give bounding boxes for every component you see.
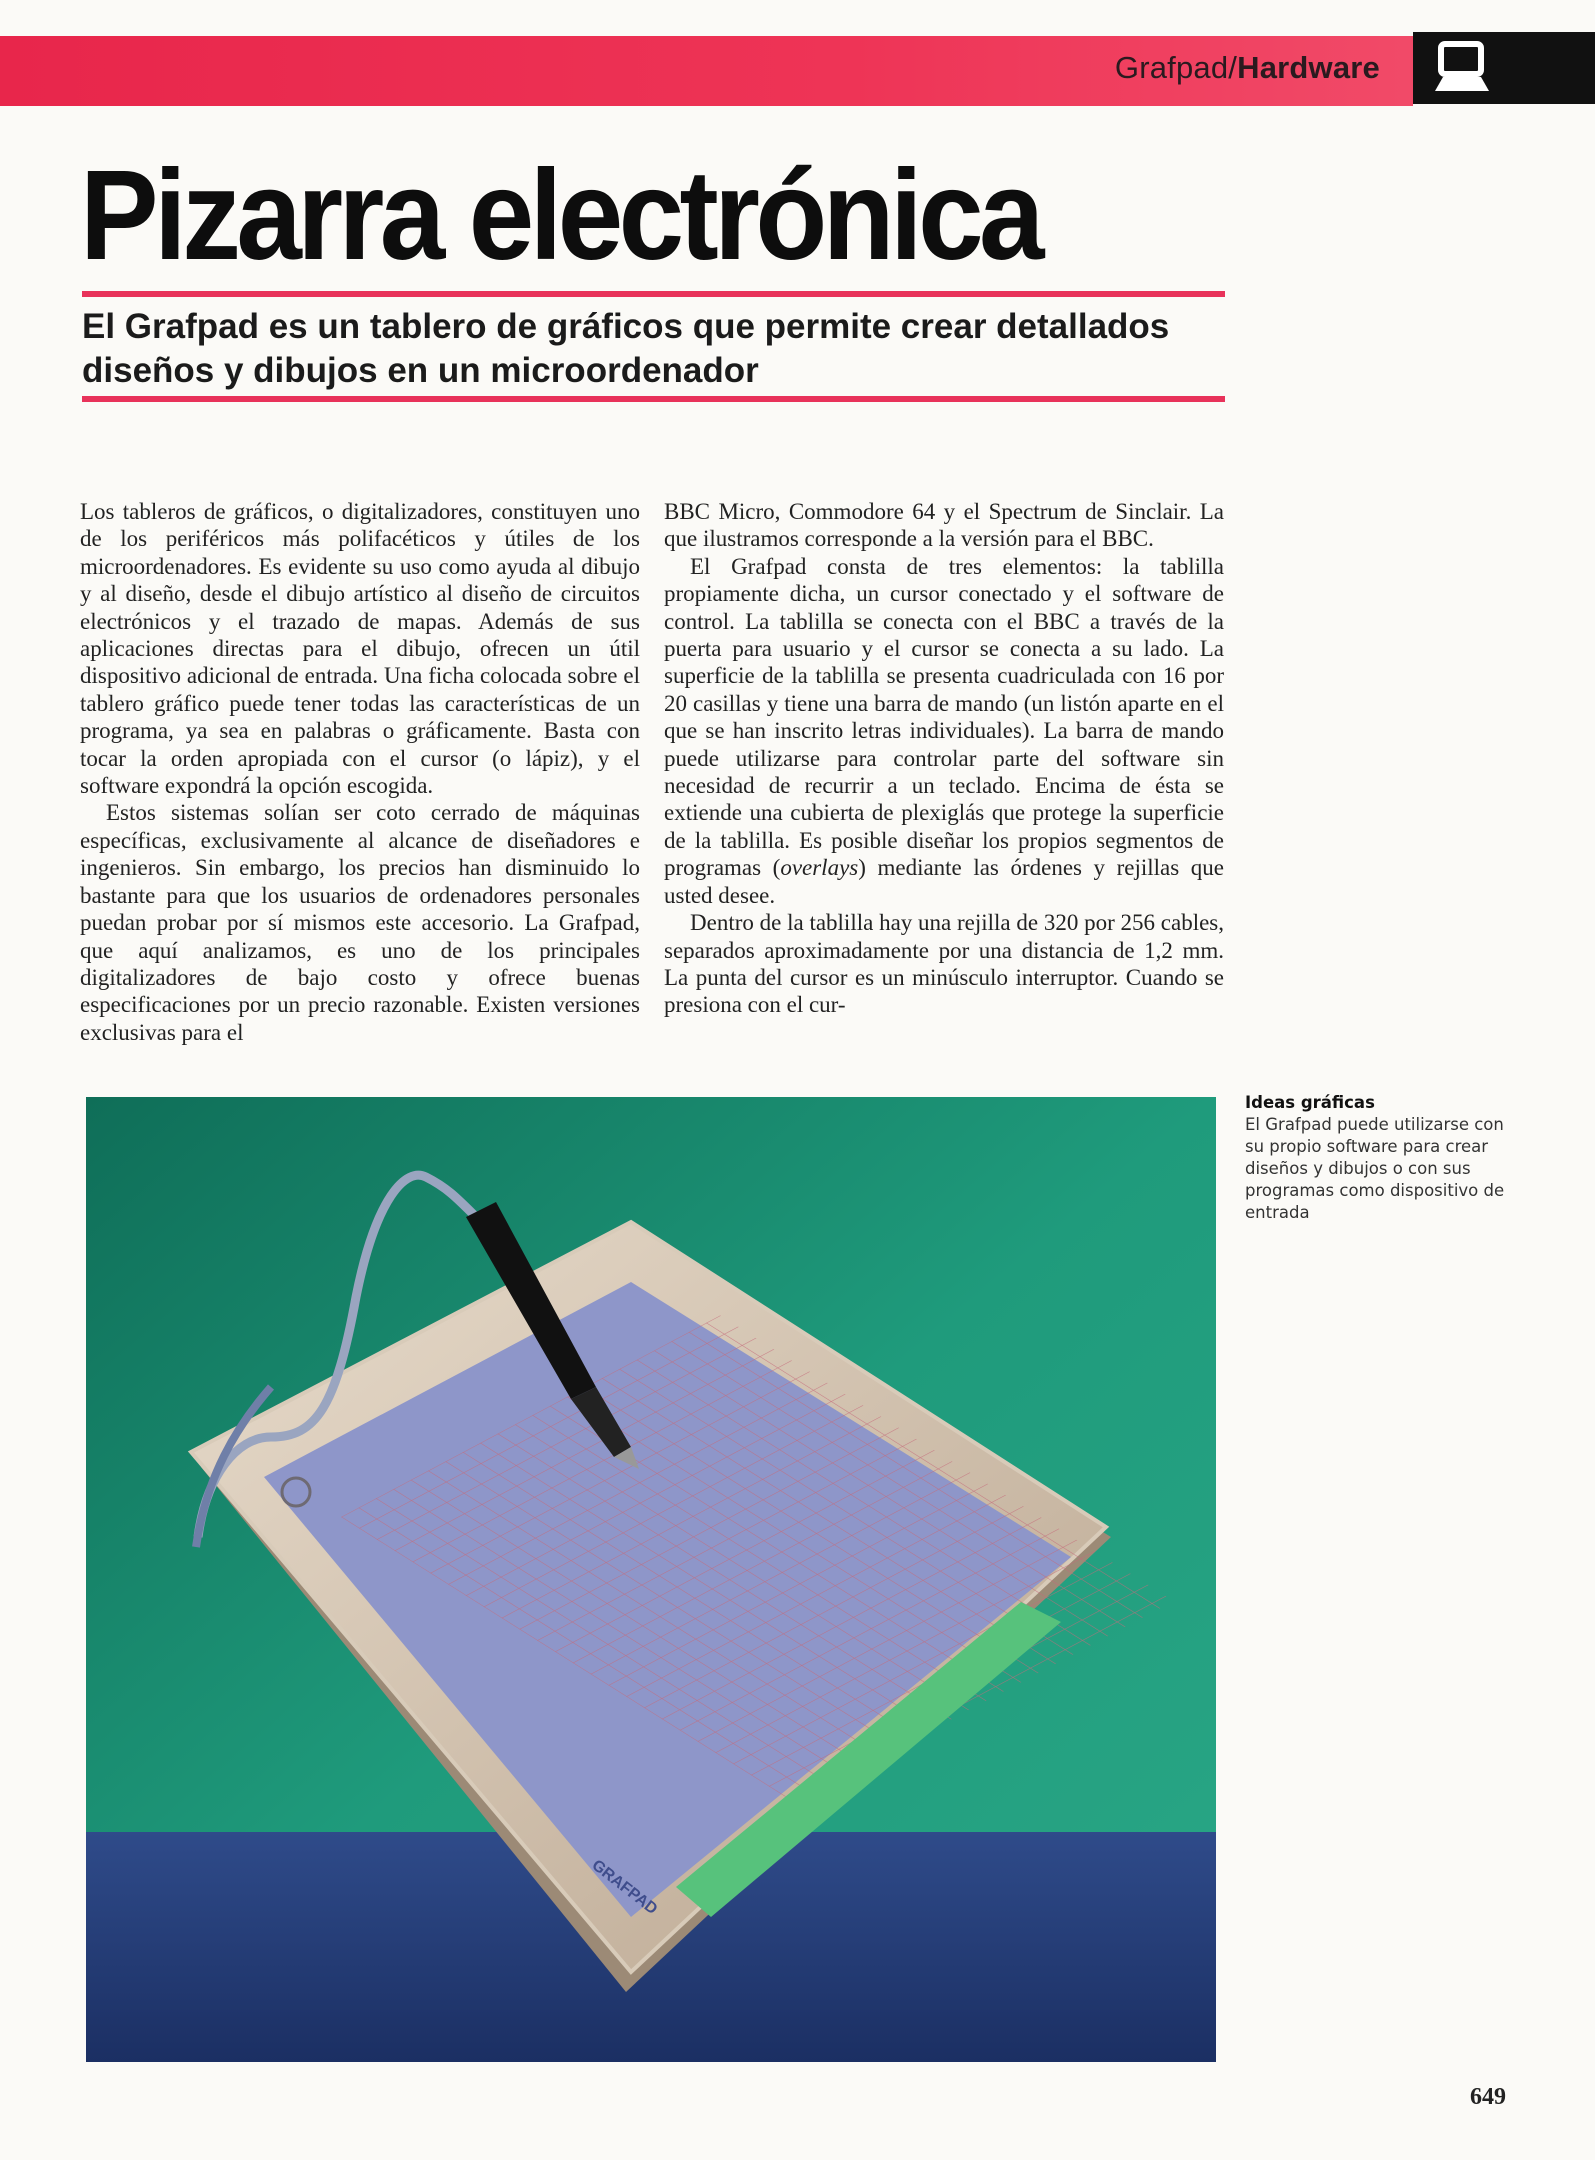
computer-terminal-icon [1431,41,1493,95]
photo-caption [1245,1092,1515,1224]
italic-term: overlays [780,855,859,881]
caption-text: El Grafpad puede utilizarse con su propio software para crear diseños y dibujos o con sus programas como dispositivo de entrada [1245,1115,1505,1222]
subtitle: El Grafpad es un tablero de gráficos que permite crear detallados diseños y dibujos en un microordenador [82,307,1170,390]
grafpad-tablet-image [86,1097,1216,2062]
paragraph: BBC Micro, Commodore 64 y el Spectrum de Sinclair. La que ilustramos corresponde a la versión para el BBC. [664,499,1224,552]
section-name: Grafpad/ [1114,50,1238,85]
page-number: 649 [1470,2084,1506,2110]
paragraph [664,553,1224,909]
paragraph: Los tableros de gráficos, o digitalizadores, constituyen uno de los periféricos más polifacéticos y útiles de los microordenadores. Es evidente su uso como ayuda al dibujo y al diseño, desde el dibujo artístico al diseño de circuitos electrónicos y el trazado de mapas. Además de sus aplicaciones directas para el dibujo, ofrecen un útil dispositivo adicional de entrada. Una ficha colocada sobre el tablero gráfico puede tener todas las características de un programa, ya sea en palabras o gráficamente. Basta con tocar la orden apropiada con el cursor (o lápiz), y el software expondrá la opción escogida. [80,499,640,799]
page-title: Pizarra electrónica [80,144,1040,287]
body-column-right [664,498,1224,1019]
title-rule-top [82,291,1225,297]
paragraph-text: ) mediante las órdenes y rejillas que usted desee. [664,855,1224,908]
paragraph: Dentro de la tablilla hay una rejilla de 320 por 256 cables, separados aproximadamente por una distancia de 1,2 mm. La punta del cursor es un minúsculo interruptor. Cuando se presiona con el cur- [664,910,1224,1018]
paragraph: Estos sistemas solían ser coto cerrado de máquinas específicas, exclusivamente al alcance de diseñadores e ingenieros. Sin embargo, los precios han disminuido lo bastante para que los usuarios de ordenadores personales puedan probar por sí mismos este accesorio. La Grafpad, que aquí analizamos, es uno de los principales digitalizadores de bajo costo y ofrece buenas especificaciones por un precio razonable. Existen versiones exclusivas para el [80,800,640,1045]
body-column-left [80,498,640,1046]
section-icon-box [1413,32,1595,104]
tablet-label: GRAFPAD [588,1856,661,1919]
title-rule-bottom [82,396,1225,402]
paragraph-text: El Grafpad consta de tres elementos: la tablilla propiamente dicha, un cursor conectado y el software de control. La tablilla se conecta con el BBC a través de la puerta para usuario y el cursor se conecta a su lado. La superficie de la tablilla se presenta cuadriculada con 16 por 20 casillas y tiene una barra de mando (un listón aparte en el que se han inscrito letras individuales). La barra de mando puede utilizarse para controlar parte del software sin necesidad de recurrir a un teclado. Encima de ésta se extiende una cubierta de plexiglás que protege la superficie de la tablilla. Es posible diseñar los propios segmentos de programas ( [664,553,1224,881]
section-name-bold: Hardware [1237,50,1380,85]
caption-title: Ideas gráficas [1245,1093,1375,1112]
grafpad-photo [86,1097,1216,2062]
section-label [1115,50,1380,86]
